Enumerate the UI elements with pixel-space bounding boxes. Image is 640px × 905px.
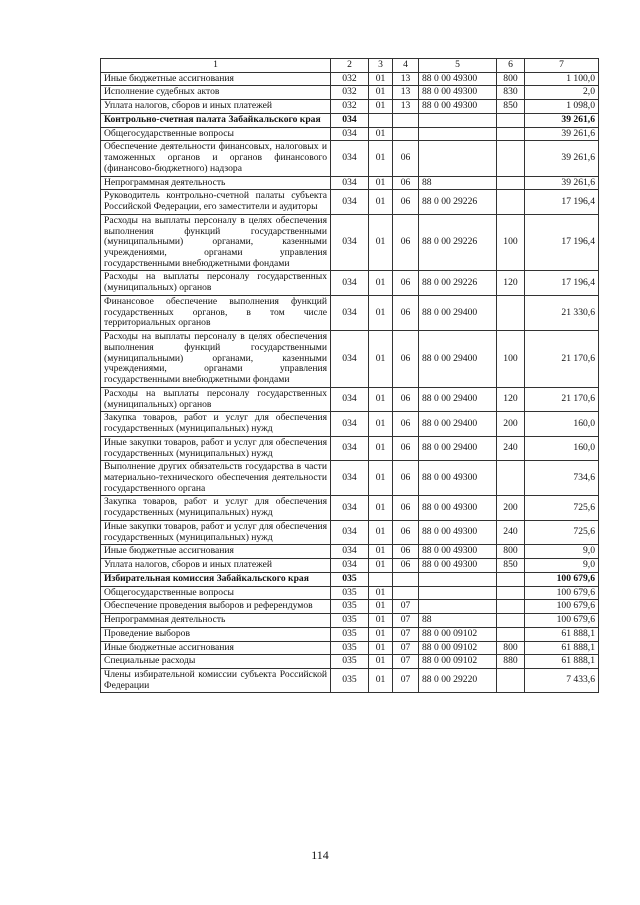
table-row xyxy=(101,412,599,436)
table-row xyxy=(101,176,599,190)
department-code: 034 xyxy=(331,461,369,496)
expense-type-code: 800 xyxy=(497,641,525,655)
item-name: Исполнение судебных актов xyxy=(101,86,331,100)
amount: 21 330,6 xyxy=(525,295,599,330)
section-code: 01 xyxy=(369,295,393,330)
subsection-code: 06 xyxy=(393,436,419,460)
expense-type-code: 850 xyxy=(497,100,525,114)
section-code: 01 xyxy=(369,127,393,141)
expense-type-code: 240 xyxy=(497,436,525,460)
target-article-code: 88 0 00 29400 xyxy=(419,295,497,330)
target-article-code: 88 0 00 29226 xyxy=(419,271,497,295)
section-code: 01 xyxy=(369,586,393,600)
section-code: 01 xyxy=(369,520,393,544)
item-name: Общегосударственные вопросы xyxy=(101,127,331,141)
department-code: 035 xyxy=(331,572,369,586)
column-number: 4 xyxy=(393,59,419,73)
department-code: 034 xyxy=(331,176,369,190)
subsection-code: 06 xyxy=(393,496,419,520)
item-name: Закупка товаров, работ и услуг для обеспечения государственных (муниципальных) нужд xyxy=(101,412,331,436)
department-code: 034 xyxy=(331,141,369,176)
item-name: Обеспечение проведения выборов и референдумов xyxy=(101,600,331,614)
department-code: 035 xyxy=(331,627,369,641)
amount: 725,6 xyxy=(525,520,599,544)
amount: 17 196,4 xyxy=(525,214,599,271)
target-article-code: 88 0 00 09102 xyxy=(419,627,497,641)
subsection-code xyxy=(393,113,419,127)
expense-type-code xyxy=(497,572,525,586)
table-row xyxy=(101,572,599,586)
section-code: 01 xyxy=(369,600,393,614)
department-code: 034 xyxy=(331,113,369,127)
target-article-code: 88 0 00 49300 xyxy=(419,559,497,573)
amount: 39 261,6 xyxy=(525,141,599,176)
section-code: 01 xyxy=(369,190,393,214)
amount: 21 170,6 xyxy=(525,331,599,388)
expense-type-code: 850 xyxy=(497,559,525,573)
department-code: 034 xyxy=(331,412,369,436)
expense-type-code: 800 xyxy=(497,72,525,86)
table-row xyxy=(101,559,599,573)
expense-type-code: 240 xyxy=(497,520,525,544)
expense-type-code xyxy=(497,295,525,330)
section-code: 01 xyxy=(369,627,393,641)
table-row xyxy=(101,641,599,655)
department-code: 034 xyxy=(331,387,369,411)
subsection-code: 06 xyxy=(393,295,419,330)
subsection-code: 06 xyxy=(393,141,419,176)
amount: 21 170,6 xyxy=(525,387,599,411)
column-number: 1 xyxy=(101,59,331,73)
expense-type-code xyxy=(497,176,525,190)
item-name: Расходы на выплаты персоналу в целях обеспечения выполнения функций государственными (муниципальными) органами, казенными учреждениями, органами управления государственными внебюджетными фондами xyxy=(101,214,331,271)
subsection-code: 13 xyxy=(393,86,419,100)
department-code: 032 xyxy=(331,86,369,100)
target-article-code: 88 0 00 29400 xyxy=(419,436,497,460)
section-code xyxy=(369,572,393,586)
expense-type-code xyxy=(497,600,525,614)
expense-type-code xyxy=(497,141,525,176)
expense-type-code xyxy=(497,190,525,214)
table-row xyxy=(101,668,599,692)
amount: 61 888,1 xyxy=(525,641,599,655)
amount: 100 679,6 xyxy=(525,614,599,628)
section-code: 01 xyxy=(369,668,393,692)
table-row xyxy=(101,496,599,520)
target-article-code: 88 0 00 49300 xyxy=(419,461,497,496)
department-code: 034 xyxy=(331,127,369,141)
section-code: 01 xyxy=(369,496,393,520)
amount: 734,6 xyxy=(525,461,599,496)
target-article-code: 88 0 00 49300 xyxy=(419,86,497,100)
budget-table xyxy=(100,58,599,693)
page-number: 114 xyxy=(311,848,329,862)
target-article-code: 88 0 00 29400 xyxy=(419,331,497,388)
subsection-code: 06 xyxy=(393,559,419,573)
target-article-code: 88 0 00 29220 xyxy=(419,668,497,692)
section-code: 01 xyxy=(369,141,393,176)
column-number: 7 xyxy=(525,59,599,73)
subsection-code: 07 xyxy=(393,655,419,669)
subsection-code xyxy=(393,127,419,141)
amount: 100 679,6 xyxy=(525,600,599,614)
target-article-code xyxy=(419,572,497,586)
item-name: Финансовое обеспечение выполнения функций государственных органов, в том числе территориальных органов xyxy=(101,295,331,330)
item-name: Уплата налогов, сборов и иных платежей xyxy=(101,559,331,573)
item-name: Расходы на выплаты персоналу государственных (муниципальных) органов xyxy=(101,387,331,411)
amount: 725,6 xyxy=(525,496,599,520)
section-code: 01 xyxy=(369,545,393,559)
amount: 61 888,1 xyxy=(525,627,599,641)
subsection-code: 06 xyxy=(393,190,419,214)
expense-type-code xyxy=(497,668,525,692)
table-row xyxy=(101,271,599,295)
subsection-code: 13 xyxy=(393,100,419,114)
department-code: 034 xyxy=(331,214,369,271)
section-code: 01 xyxy=(369,461,393,496)
expense-type-code xyxy=(497,461,525,496)
amount: 100 679,6 xyxy=(525,572,599,586)
section-code: 01 xyxy=(369,100,393,114)
amount: 1 100,0 xyxy=(525,72,599,86)
item-name: Расходы на выплаты персоналу в целях обеспечения выполнения функций государственными (муниципальными) органами, казенными учреждениями, органами управления государственными внебюджетными фондами xyxy=(101,331,331,388)
amount: 160,0 xyxy=(525,412,599,436)
expense-type-code: 120 xyxy=(497,387,525,411)
department-code: 034 xyxy=(331,520,369,544)
section-code: 01 xyxy=(369,387,393,411)
target-article-code: 88 0 00 49300 xyxy=(419,496,497,520)
amount: 17 196,4 xyxy=(525,190,599,214)
section-code: 01 xyxy=(369,559,393,573)
item-name: Иные закупки товаров, работ и услуг для обеспечения государственных (муниципальных) нужд xyxy=(101,436,331,460)
section-code: 01 xyxy=(369,72,393,86)
section-code: 01 xyxy=(369,214,393,271)
department-code: 034 xyxy=(331,331,369,388)
section-code: 01 xyxy=(369,271,393,295)
subsection-code: 07 xyxy=(393,641,419,655)
table-row xyxy=(101,600,599,614)
department-code: 035 xyxy=(331,641,369,655)
item-name: Иные бюджетные ассигнования xyxy=(101,641,331,655)
subsection-code: 07 xyxy=(393,600,419,614)
item-name: Иные закупки товаров, работ и услуг для обеспечения государственных (муниципальных) нужд xyxy=(101,520,331,544)
item-name: Выполнение других обязательств государства в части материально-технического обеспечения деятельности государственного органа xyxy=(101,461,331,496)
target-article-code: 88 0 00 29400 xyxy=(419,412,497,436)
column-number-row xyxy=(101,59,599,73)
amount: 1 098,0 xyxy=(525,100,599,114)
amount: 2,0 xyxy=(525,86,599,100)
table-row xyxy=(101,86,599,100)
table-row xyxy=(101,214,599,271)
table-row xyxy=(101,295,599,330)
subsection-code: 06 xyxy=(393,387,419,411)
table-row xyxy=(101,127,599,141)
department-code: 034 xyxy=(331,496,369,520)
target-article-code xyxy=(419,141,497,176)
subsection-code: 07 xyxy=(393,627,419,641)
item-name: Руководитель контрольно-счетной палаты субъекта Российской Федерации, его заместители и аудиторы xyxy=(101,190,331,214)
table-row xyxy=(101,461,599,496)
expense-type-code: 120 xyxy=(497,271,525,295)
subsection-code: 07 xyxy=(393,668,419,692)
item-name: Уплата налогов, сборов и иных платежей xyxy=(101,100,331,114)
department-code: 035 xyxy=(331,600,369,614)
column-number: 6 xyxy=(497,59,525,73)
subsection-code: 06 xyxy=(393,461,419,496)
target-article-code xyxy=(419,600,497,614)
section-code: 01 xyxy=(369,86,393,100)
table-row xyxy=(101,545,599,559)
table-row xyxy=(101,141,599,176)
table-row xyxy=(101,520,599,544)
target-article-code: 88 0 00 29226 xyxy=(419,190,497,214)
section-code: 01 xyxy=(369,641,393,655)
expense-type-code: 830 xyxy=(497,86,525,100)
department-code: 034 xyxy=(331,190,369,214)
target-article-code: 88 0 00 49300 xyxy=(419,545,497,559)
expense-type-code: 100 xyxy=(497,331,525,388)
amount: 9,0 xyxy=(525,559,599,573)
expense-type-code xyxy=(497,627,525,641)
section-code: 01 xyxy=(369,436,393,460)
column-number: 5 xyxy=(419,59,497,73)
amount: 17 196,4 xyxy=(525,271,599,295)
item-name: Контрольно-счетная палата Забайкальского края xyxy=(101,113,331,127)
table-row xyxy=(101,113,599,127)
target-article-code xyxy=(419,127,497,141)
item-name: Общегосударственные вопросы xyxy=(101,586,331,600)
target-article-code: 88 0 00 29226 xyxy=(419,214,497,271)
department-code: 034 xyxy=(331,436,369,460)
amount: 9,0 xyxy=(525,545,599,559)
target-article-code: 88 0 00 49300 xyxy=(419,100,497,114)
table-row xyxy=(101,586,599,600)
target-article-code: 88 xyxy=(419,176,497,190)
item-name: Закупка товаров, работ и услуг для обеспечения государственных (муниципальных) нужд xyxy=(101,496,331,520)
subsection-code: 06 xyxy=(393,331,419,388)
target-article-code: 88 0 00 09102 xyxy=(419,641,497,655)
column-number: 3 xyxy=(369,59,393,73)
expense-type-code: 100 xyxy=(497,214,525,271)
expense-type-code: 880 xyxy=(497,655,525,669)
department-code: 035 xyxy=(331,655,369,669)
item-name: Проведение выборов xyxy=(101,627,331,641)
table-row xyxy=(101,655,599,669)
item-name: Избирательная комиссия Забайкальского края xyxy=(101,572,331,586)
section-code: 01 xyxy=(369,176,393,190)
expense-type-code xyxy=(497,127,525,141)
amount: 160,0 xyxy=(525,436,599,460)
item-name: Иные бюджетные ассигнования xyxy=(101,545,331,559)
item-name: Расходы на выплаты персоналу государственных (муниципальных) органов xyxy=(101,271,331,295)
subsection-code: 06 xyxy=(393,412,419,436)
table-row xyxy=(101,331,599,388)
subsection-code: 07 xyxy=(393,614,419,628)
department-code: 035 xyxy=(331,668,369,692)
subsection-code xyxy=(393,586,419,600)
amount: 39 261,6 xyxy=(525,127,599,141)
amount: 61 888,1 xyxy=(525,655,599,669)
subsection-code: 06 xyxy=(393,545,419,559)
expense-type-code: 800 xyxy=(497,545,525,559)
target-article-code: 88 0 00 49300 xyxy=(419,72,497,86)
expense-type-code xyxy=(497,614,525,628)
table-row xyxy=(101,436,599,460)
table-row xyxy=(101,627,599,641)
amount: 39 261,6 xyxy=(525,176,599,190)
amount: 7 433,6 xyxy=(525,668,599,692)
amount: 39 261,6 xyxy=(525,113,599,127)
target-article-code xyxy=(419,586,497,600)
section-code: 01 xyxy=(369,655,393,669)
section-code: 01 xyxy=(369,331,393,388)
section-code: 01 xyxy=(369,412,393,436)
expense-type-code xyxy=(497,113,525,127)
target-article-code: 88 0 00 09102 xyxy=(419,655,497,669)
department-code: 035 xyxy=(331,614,369,628)
department-code: 032 xyxy=(331,100,369,114)
expense-type-code: 200 xyxy=(497,412,525,436)
subsection-code: 06 xyxy=(393,176,419,190)
target-article-code xyxy=(419,113,497,127)
item-name: Непрограммная деятельность xyxy=(101,176,331,190)
table-row xyxy=(101,614,599,628)
department-code: 034 xyxy=(331,545,369,559)
target-article-code: 88 0 00 29400 xyxy=(419,387,497,411)
table-row xyxy=(101,190,599,214)
department-code: 035 xyxy=(331,586,369,600)
department-code: 034 xyxy=(331,271,369,295)
subsection-code: 06 xyxy=(393,271,419,295)
item-name: Иные бюджетные ассигнования xyxy=(101,72,331,86)
section-code: 01 xyxy=(369,614,393,628)
column-number: 2 xyxy=(331,59,369,73)
expense-type-code: 200 xyxy=(497,496,525,520)
subsection-code: 06 xyxy=(393,214,419,271)
table-row xyxy=(101,72,599,86)
table-row xyxy=(101,100,599,114)
item-name: Непрограммная деятельность xyxy=(101,614,331,628)
table-row xyxy=(101,387,599,411)
item-name: Обеспечение деятельности финансовых, налоговых и таможенных органов и органов финансового (финансово-бюджетного) надзора xyxy=(101,141,331,176)
item-name: Специальные расходы xyxy=(101,655,331,669)
subsection-code xyxy=(393,572,419,586)
subsection-code: 13 xyxy=(393,72,419,86)
subsection-code: 06 xyxy=(393,520,419,544)
amount: 100 679,6 xyxy=(525,586,599,600)
expense-type-code xyxy=(497,586,525,600)
department-code: 032 xyxy=(331,72,369,86)
target-article-code: 88 xyxy=(419,614,497,628)
item-name: Члены избирательной комиссии субъекта Российской Федерации xyxy=(101,668,331,692)
section-code xyxy=(369,113,393,127)
department-code: 034 xyxy=(331,295,369,330)
department-code: 034 xyxy=(331,559,369,573)
target-article-code: 88 0 00 49300 xyxy=(419,520,497,544)
